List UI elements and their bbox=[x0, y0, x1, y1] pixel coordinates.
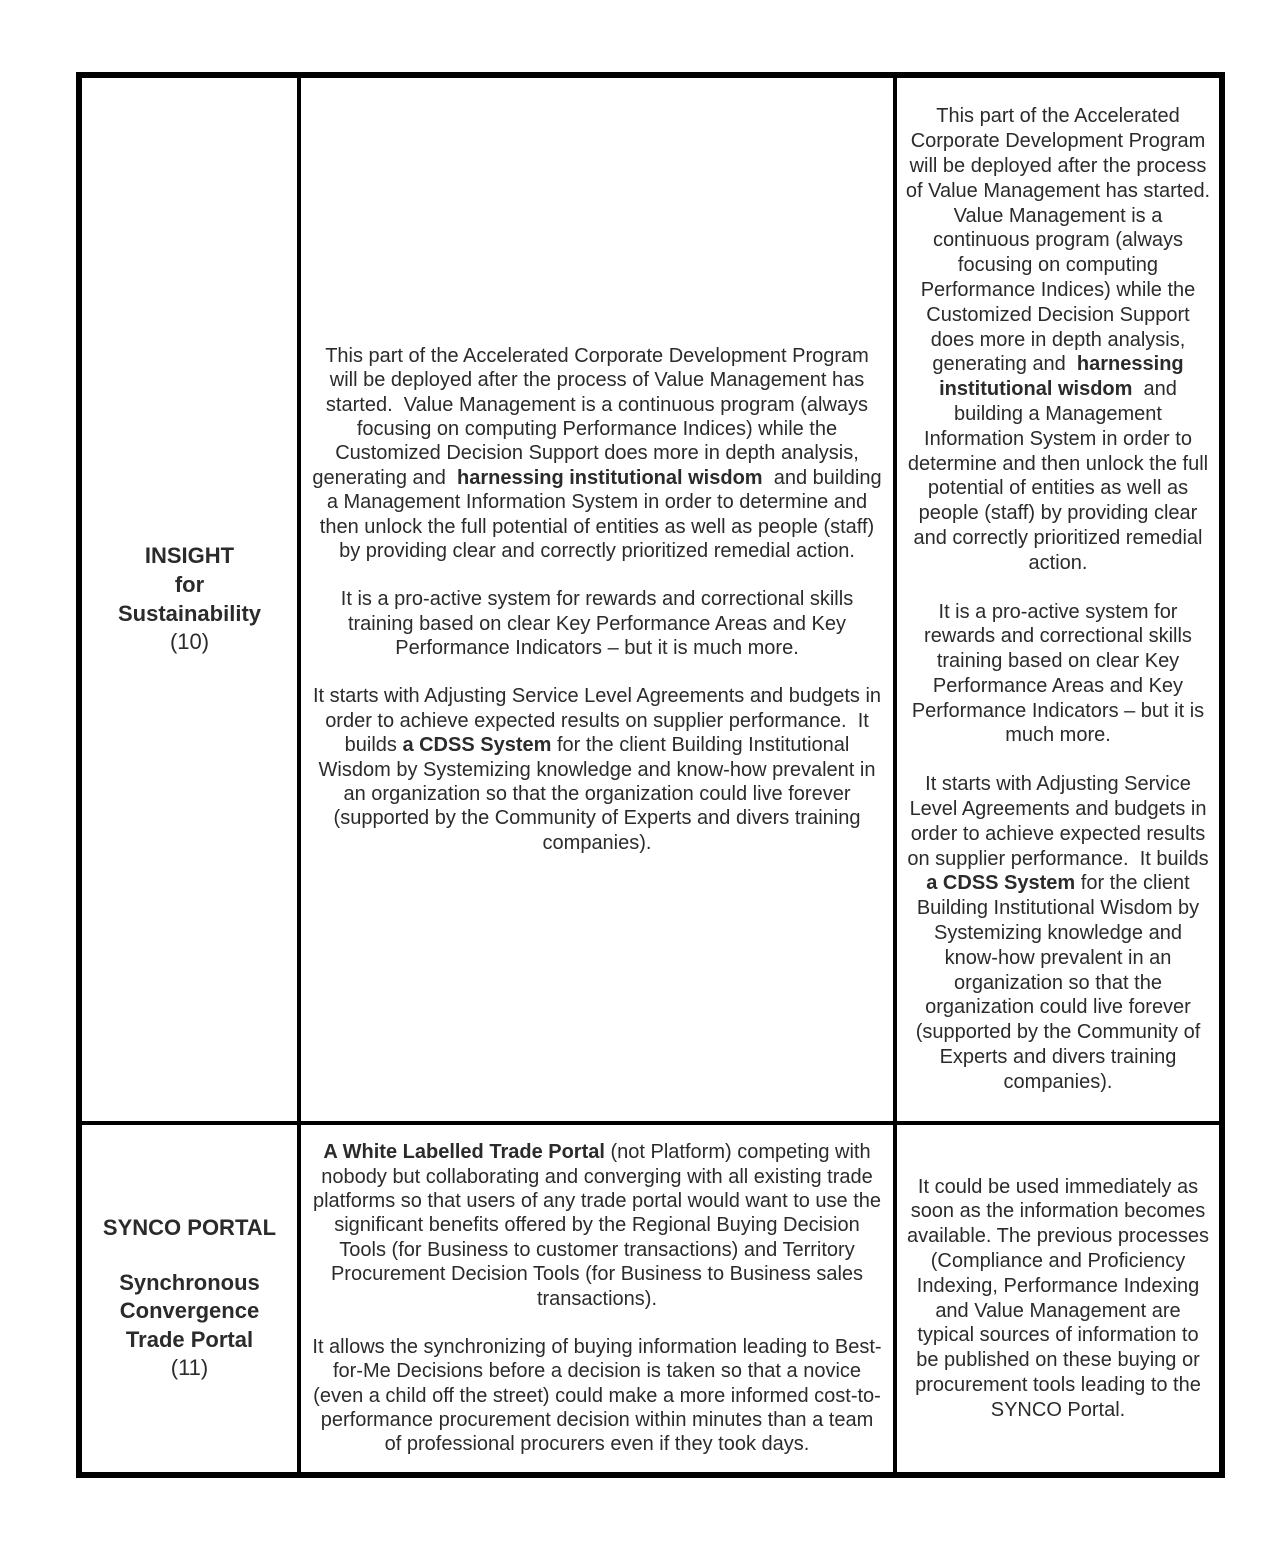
insight-deployment-cell bbox=[895, 75, 1222, 1123]
program-subtitle-line: Convergence bbox=[119, 1298, 260, 1324]
text-run: (not Platform) competing with nobody but collaborating and converging with all existing trade platforms so that users of any trade portal would want to use the significant benefits offered by the Regional Buying Decision Tools (for Business to customer transactions) and Territory Procurement Decision Tools (for Business to Business sales transactions). bbox=[312, 1141, 887, 1310]
bold-phrase: a CDSS System bbox=[402, 734, 552, 757]
spacer bbox=[88, 1243, 291, 1269]
text-run: and building a Management Information System in order to determine and then unlock the full potential of entities as well as people (staff) by providing clear and correctly prioritized remedial action. bbox=[907, 378, 1214, 574]
text-run: It starts with Adjusting Service Level Agreements and budgets in order to achieve expected results on supplier performance. It builds bbox=[907, 773, 1215, 870]
bold-phrase: a CDSS System bbox=[926, 872, 1076, 895]
bold-phrase: harnessing institutional wisdom bbox=[456, 466, 763, 489]
text-run: and building a Management Information System in order to determine and then unlock the full potential of entities as well as people (staff) by providing clear and correctly prioritized remedial action. bbox=[319, 466, 888, 562]
paragraph: It is a pro-active system for rewards and correctional skills training based on clear Key Performance Areas and Key Performance Indicators – but it is much more. bbox=[911, 600, 1210, 747]
program-table bbox=[76, 72, 1225, 1478]
insight-description-cell bbox=[299, 75, 895, 1123]
text-run: for the client Building Institutional Wisdom by Systemizing knowledge and know-how prevalent in an organization so that the organization could live forever (supported by the Community of Experts and divers training companies). bbox=[318, 734, 882, 854]
paragraph bbox=[905, 772, 1215, 1094]
text-run: This part of the Accelerated Corporate Development Program will be deployed after the process of Value Management has started. Value Management is a continuous program (always focusing on computing Performance Indices) while the Customized Decision Support does more in depth analysis, generating and bbox=[312, 344, 875, 489]
synco-deployment-cell bbox=[895, 1123, 1222, 1475]
paragraph: It could be used immediately as soon as the information becomes available. The previous processes (Compliance and Proficiency Indexing, Performance Indexing and Value Management are typical sources of information to be published on these buying or procurement tools leading to the SYNCO Portal. bbox=[906, 1175, 1215, 1421]
text-run: This part of the Accelerated Corporate Development Program will be deployed after the process of Value Management has started. Value Management is a continuous program (always focusing on computing Performance Indices) while the Customized Decision Support does more in depth analysis, generating and bbox=[905, 105, 1216, 376]
table-row-insight bbox=[79, 75, 1222, 1123]
insight-label-cell bbox=[79, 75, 299, 1123]
synco-description-cell bbox=[299, 1123, 895, 1475]
paragraph: It allows the synchronizing of buying information leading to Best-for-Me Decisions before a decision is taken so that a novice (even a child off the street) could make a more informed cost-to-performance procurement decision within minutes than a team of professional procurers even if they took days. bbox=[312, 1335, 882, 1456]
text-run: for the client Building Institutional Wisdom by Systemizing knowledge and know-how prevalent in an organization so that the organization could live forever (supported by the Community of Experts and divers training companies). bbox=[915, 872, 1207, 1093]
program-title-line: INSIGHT bbox=[144, 543, 235, 569]
program-subtitle-line: Trade Portal bbox=[125, 1326, 254, 1352]
table-row-synco bbox=[79, 1123, 1222, 1475]
paragraph bbox=[311, 344, 888, 564]
bold-phrase: harnessing institutional wisdom bbox=[939, 353, 1190, 401]
program-number: (11) bbox=[170, 1355, 209, 1381]
synco-label-cell bbox=[79, 1123, 299, 1475]
program-title-line: for bbox=[174, 571, 205, 597]
text-run: It starts with Adjusting Service Level Agreements and budgets in order to achieve expected results on supplier performance. It builds bbox=[312, 685, 887, 757]
program-subtitle-line: Synchronous bbox=[119, 1269, 260, 1295]
program-number: (10) bbox=[169, 629, 210, 655]
program-title-line: SYNCO PORTAL bbox=[102, 1215, 277, 1241]
paragraph bbox=[311, 1140, 887, 1311]
bold-phrase: A White Labelled Trade Portal bbox=[323, 1141, 605, 1164]
paragraph: It is a pro-active system for rewards and correctional skills training based on clear Key Performance Areas and Key Performance Indicators – but it is much more. bbox=[340, 588, 859, 660]
paragraph bbox=[905, 104, 1216, 575]
paragraph bbox=[311, 684, 887, 855]
program-title-line: Sustainability bbox=[117, 600, 262, 626]
